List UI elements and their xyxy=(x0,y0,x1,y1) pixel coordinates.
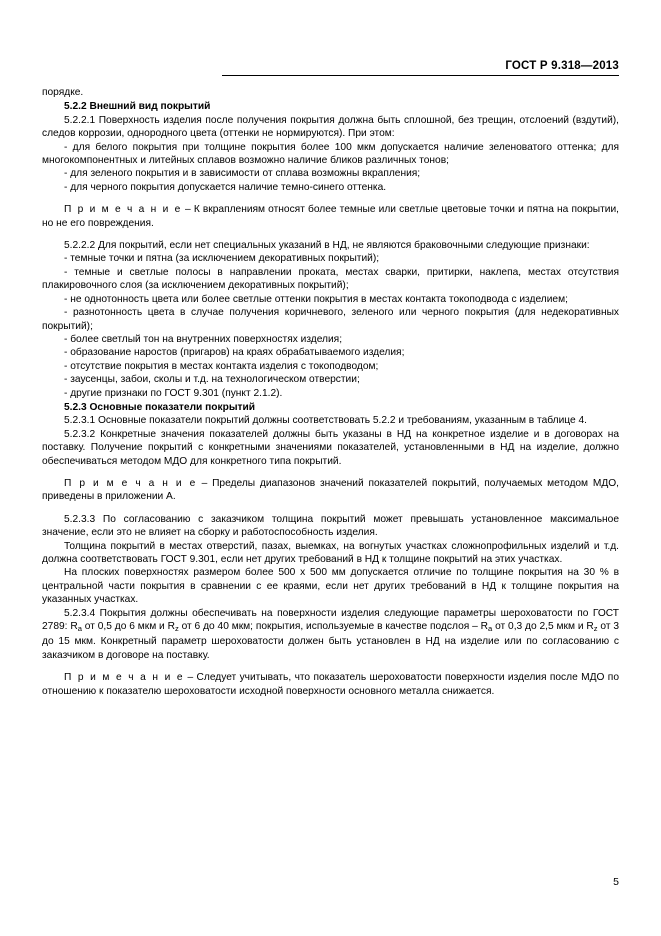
list-item-dark-spots: - темные точки и пятна (за исключением декоративных покрытий); xyxy=(64,253,380,265)
note-text-2: – Пределы диапазонов значений показателей покрытий, получаемых методом МДО, приведены в приложении А. xyxy=(42,477,619,503)
heading-5-2-3: 5.2.3 Основные показатели покрытий xyxy=(64,401,256,413)
paragraph-flat-surfaces: На плоских поверхностях размером более 500 х 500 мм допускается отличие по толщине покрытия на 30 % в центральной части покрытия в сравнении с ее краями, если нет других требований в НД к толщине покрытия на указанных участках. xyxy=(42,567,619,606)
paragraph-5-2-3-3: 5.2.3.3 По согласованию с заказчиком толщина покрытий может превышать установленное максимальное значение, если это не влияет на сборку и работоспособность изделия. xyxy=(42,513,619,539)
paragraph-5-2-3-2: 5.2.3.2 Конкретные значения показателей должны быть указаны в НД на конкретное изделие и в договорах на поставку. Получение покрытий с конкретными значениями показателей, установленными в НД на изделие, должно обеспечиваться методом МДО для конкретного типа покрытий. xyxy=(42,428,619,467)
list-item-lighter-tone: - более светлый тон на внутренних поверхностях изделия; xyxy=(64,333,343,345)
paragraph-b0: порядке. xyxy=(42,87,84,98)
paragraph-thickness-holes: Толщина покрытий в местах отверстий, пазах, выемках, на вогнутых участках сложнопрофильных изделий и т.д. должна соответствовать ГОСТ 9.301, если нет других требований в НД к толщине покрытий на этих участках. xyxy=(42,540,619,565)
document-body xyxy=(42,86,619,698)
list-item-black-coating: - для черного покрытия допускается наличие темно-синего оттенка. xyxy=(64,181,387,193)
note-label-3: П р и м е ч а н и е xyxy=(64,672,185,684)
list-item-buildups: - образование наростов (пригаров) на краях обрабатываемого изделия; xyxy=(64,347,405,359)
page-number: 5 xyxy=(613,876,619,888)
standard-header: ГОСТ Р 9.318—2013 xyxy=(222,60,619,76)
note-text-3: – Следует учитывать, что показатель шероховатости поверхности изделия после МДО по отношению к показателю шероховатости исходной поверхности основного металла снижается. xyxy=(42,672,619,697)
list-item-color-variation: - разнотонность цвета в случае получения коричневого, зеленого или черного покрытия (для недекоративных покрытий); xyxy=(42,307,619,332)
list-item-color-nonuniformity: - не однотонность цвета или более светлые оттенки покрытия в местах контакта токоподвода с изделием; xyxy=(64,293,568,305)
list-item-green-coating: - для зеленого покрытия и в зависимости от сплава возможны вкрапления; xyxy=(64,168,421,180)
paragraph-5-2-3-4: 5.2.3.4 Покрытия должны обеспечивать на поверхности изделия следующие параметры шероховатости по ГОСТ 2789: $R_a$ от 0,5 до 6 мкм и $R_z$ от 6 до 40 мкм; покрытия, используемые в качестве подслоя – $R_a$ от 0,3 до 2,5 мкм и $R_z$ от 3 до 15 мкм. Конкретный параметр шероховатости должен быть установлен в НД на изделие или по согласованию с заказчиком в договоре на поставку. xyxy=(42,607,620,661)
note-ranges xyxy=(42,477,619,504)
list-item-other-signs: - другие признаки по ГОСТ 9.301 (пункт 2.1.2). xyxy=(64,387,283,399)
list-item-burrs: - заусенцы, забои, сколы и т.д. на технологическом отверстии; xyxy=(64,374,360,386)
list-item-no-coating-contact: - отсутствие покрытия в местах контакта изделия с токоподводом; xyxy=(64,360,379,372)
list-item-stripes: - темные и светлые полосы в направлении проката, местах сварки, притирки, наклепа, местах отсутствия плакировочного слоя (за исключением декоративных покрытий); xyxy=(42,266,619,292)
note-label-1: П р и м е ч а н и е xyxy=(64,204,182,216)
note-roughness xyxy=(42,671,619,698)
paragraph-5-2-2-1: 5.2.2.1 Поверхность изделия после получения покрытия должна быть сплошной, без трещин, отслоений (вздутий), следов коррозии, однородного цвета (оттенки не нормируются). При этом: xyxy=(42,114,619,140)
paragraph-5-2-3-1: 5.2.3.1 Основные показатели покрытий должны соответствовать 5.2.2 и требованиям, указанным в таблице 4. xyxy=(64,415,587,427)
note-label-2: П р и м е ч а н и е xyxy=(64,477,197,489)
list-item-white-coating: - для белого покрытия при толщине покрытия более 100 мкм допускается наличие зеленоватого оттенка; для многокомпонентных и литейных сплавов возможно наличие бликов различных тонов; xyxy=(42,141,619,167)
paragraph-5-2-2-2: 5.2.2.2 Для покрытий, если нет специальных указаний в НД, не являются браковочными следующие признаки: xyxy=(64,240,590,252)
note-text-1: – К вкраплениям относят более темные или светлые цветовые точки и пятна на покрытии, но не его повреждения. xyxy=(42,204,619,229)
note-inclusions xyxy=(42,203,619,230)
heading-5-2-2: 5.2.2 Внешний вид покрытий xyxy=(64,101,211,113)
